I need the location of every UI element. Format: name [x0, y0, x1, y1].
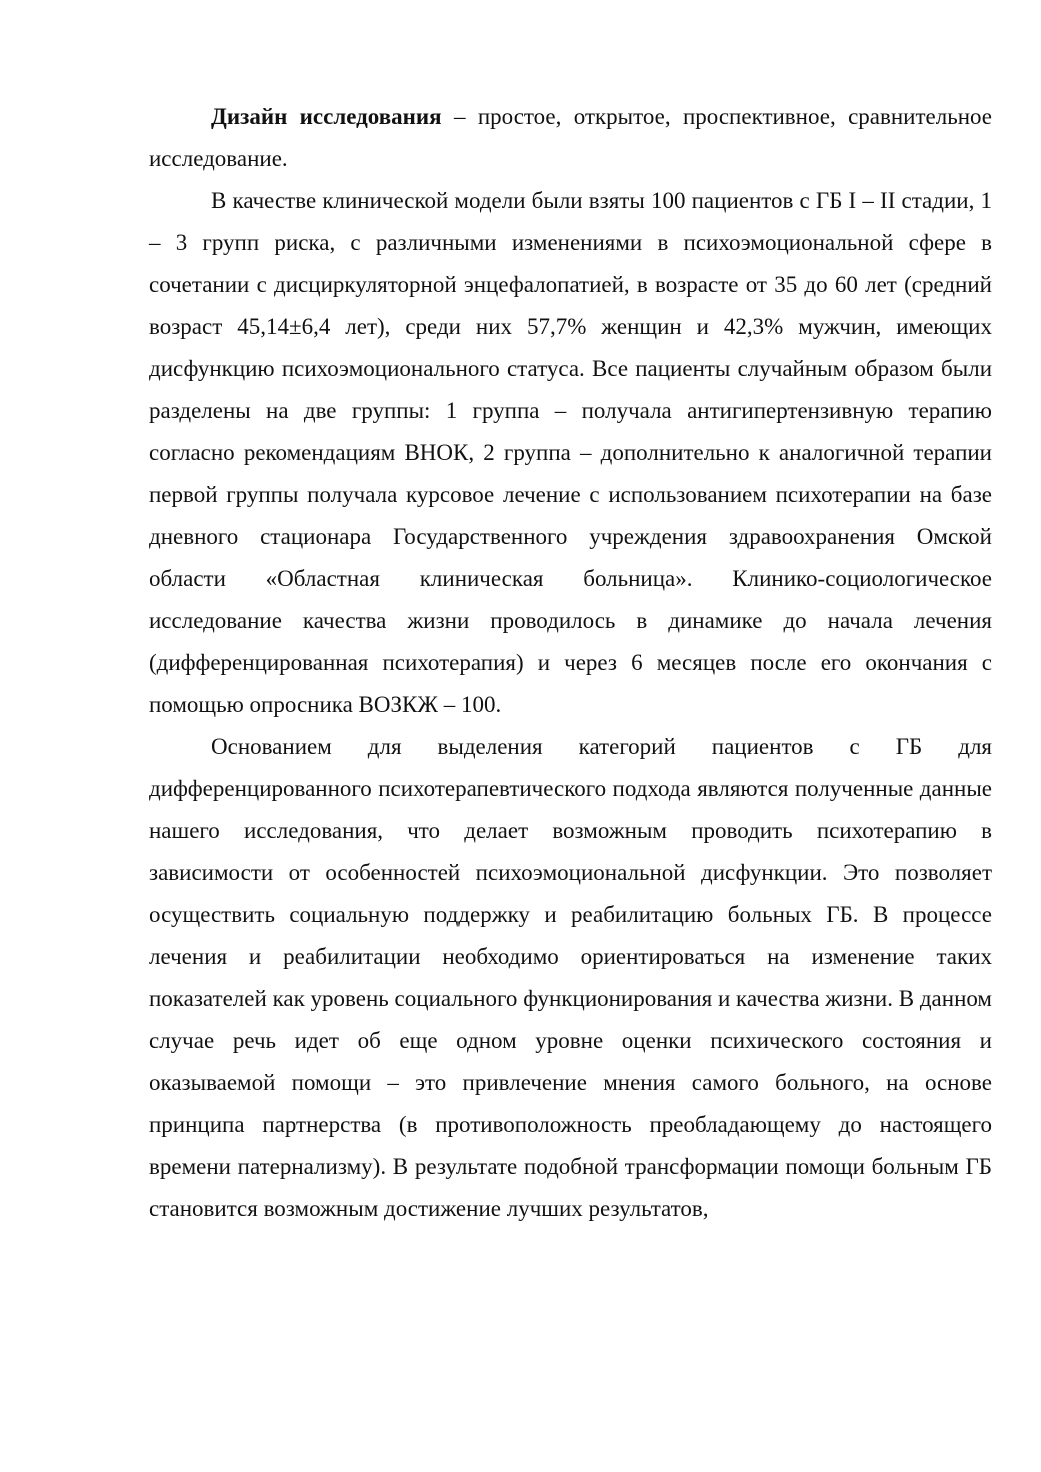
paragraph-basis: Основанием для выделения категорий пациентов с ГБ для дифференцированного психотерапевтического подхода являются полученные данные нашего исследования, что делает возможным проводить психотерапию в зависимости от особенностей психоэмоциональной дисфункции. Это позволяет осуществить социальную поддержку и реабилитацию больных ГБ. В процессе лечения и реабилитации необходимо ориентироваться на изменение таких показателей как уровень социального функционирования и качества жизни. В данном случае речь идет об еще одном уровне оценки психического состояния и оказываемой помощи – это привлечение мнения самого больного, на основе принципа партнерства (в противоположность преобладающему до настоящего времени патернализму). В результате подобной трансформации помощи больным ГБ становится возможным достижение лучших результатов, [149, 734, 992, 1221]
paragraph-study-design [149, 96, 992, 180]
study-design-text: – простое, открытое, проспективное, сравнительное исследование. [149, 104, 992, 171]
body-text [149, 96, 992, 1230]
study-design-heading: Дизайн исследования [211, 104, 442, 129]
paragraph-clinical-model: В качестве клинической модели были взяты 100 пациентов с ГБ I – II стадии, 1 – 3 групп риска, с различными изменениями в психоэмоциональной сфере в сочетании с дисциркуляторной энцефалопатией, в возрасте от 35 до 60 лет (средний возраст 45,14±6,4 лет), среди них 57,7% женщин и 42,3% мужчин, имеющих дисфункцию психоэмоционального статуса. Все пациенты случайным образом были разделены на две группы: 1 группа – получала антигипертензивную терапию согласно рекомендациям ВНОК, 2 группа – дополнительно к аналогичной терапии первой группы получала курсовое лечение с использованием психотерапии на базе дневного стационара Государственного учреждения здравоохранения Омской области «Областная клиническая больница». Клинико-социологическое исследование качества жизни проводилось в динамике до начала лечения (дифференцированная психотерапия) и через 6 месяцев после его окончания с помощью опросника ВОЗКЖ – 100. [149, 188, 992, 717]
